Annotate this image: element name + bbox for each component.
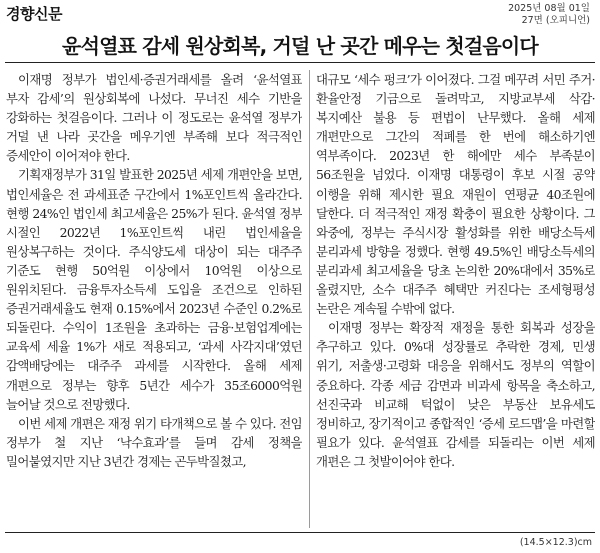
article-paragraph: 이재명 정부가 법인세·증권거래세를 올려 ‘윤석열표 부자 감세’의 원상회복에 나섰다. 무너진 세수 기반을 강화하는 첫걸음이다. 그러나 이 정도로는 윤석열 정부가 거덜 낸 나라 곳간을 메우기엔 부족해 보다 적극적인 증세안이 이어져야 한다. (6, 72, 302, 164)
article-paragraph: 대규모 ‘세수 펑크’가 이어졌다. 그걸 메꾸려 서민 주거·환율안정 기금으로 돌려막고, 지방교부세 삭감·복지예산 불용 등 편법이 난무했다. 올해 세제 개편만으로 그간의 적폐를 한 번에 해소하기엔 역부족이다. 2023년 한 해에만 세수 부족분이 56조원을 넘었다. 이재명 대통령이 후보 시절 공약 이행을 위해 제시한 필요 재원이 연평균 40조원에 달한다. 더 적극적인 재정 확충이 필요한 상황이다. 그 와중에, 정부는 주식시장 활성화를 위한 배당소득세 분리과세 방향을 정했다. 현행 49.5%인 배당소득세의 분리과세 최고세율을 당초 논의한 20%대에서 35%로 올렸지만, 소수 대주주 혜택만 커진다는 조세형평성 논란은 계속될 수밖에 없다. (316, 72, 595, 317)
article-size-label: (14.5×12.3)cm (519, 537, 592, 548)
article-column-left (6, 70, 302, 528)
page-section: 27면 (오피니언) (521, 15, 590, 26)
publication-date: 2025년 08월 01일 (508, 3, 590, 14)
footer-divider (5, 532, 595, 533)
article-column-right (316, 70, 595, 528)
dateline (508, 3, 590, 27)
newspaper-masthead: 경향신문 (6, 5, 62, 23)
headline-divider (5, 62, 595, 63)
column-divider (309, 70, 310, 528)
editorial-headline: 윤석열표 감세 원상회복, 거덜 난 곳간 메우는 첫걸음이다 (62, 34, 538, 58)
article-paragraph: 이번 세제 개편은 재정 위기 타개책으로 볼 수 있다. 전임 정부가 철 지난 ‘낙수효과’를 들며 감세 정책을 밀어붙였지만 지난 3년간 경제는 곤두박질쳤고, (6, 415, 302, 469)
article-paragraph: 이재명 정부는 확장적 재정을 통한 회복과 성장을 추구하고 있다. 0%대 성장률로 추락한 경제, 민생 위기, 저출생·고령화 대응을 위해서도 정부의 역할이 중요하다. 각종 세금 감면과 비과세 항목을 축소하고, 선진국과 비교해 턱없이 낮은 부동산 보유세도 정비하고, 장기적이고 종합적인 ‘증세 로드맵’을 마련할 필요가 있다. 윤석열표 감세를 되돌리는 이번 세제 개편은 그 첫발이어야 한다. (316, 320, 595, 469)
article-paragraph: 기획재정부가 31일 발표한 2025년 세제 개편안을 보면, 법인세율은 전 과세표준 구간에서 1%포인트씩 올라간다. 현행 24%인 법인세 최고세율은 25%가 된다. 윤석열 정부 시절인 2022년 1%포인트씩 내린 법인세율을 원상복구하는 것이다. 주식양도세 대상이 되는 대주주 기준도 현행 50억원 이상에서 10억원 이상으로 원위치된다. 금융투자소득세 도입을 조건으로 인하된 증권거래세율도 현재 0.15%에서 2023년 수준인 0.2%로 되돌린다. 수익이 1조원을 초과하는 금융·보험업계에는 교육세 세율 1%가 새로 적용되고, ‘과세 사각지대’였던 감액배당에는 대주주 과세를 시작한다. 올해 세제 개편으로 정부는 향후 5년간 세수가 35조6000억원 늘어날 것으로 전망했다. (6, 167, 302, 412)
